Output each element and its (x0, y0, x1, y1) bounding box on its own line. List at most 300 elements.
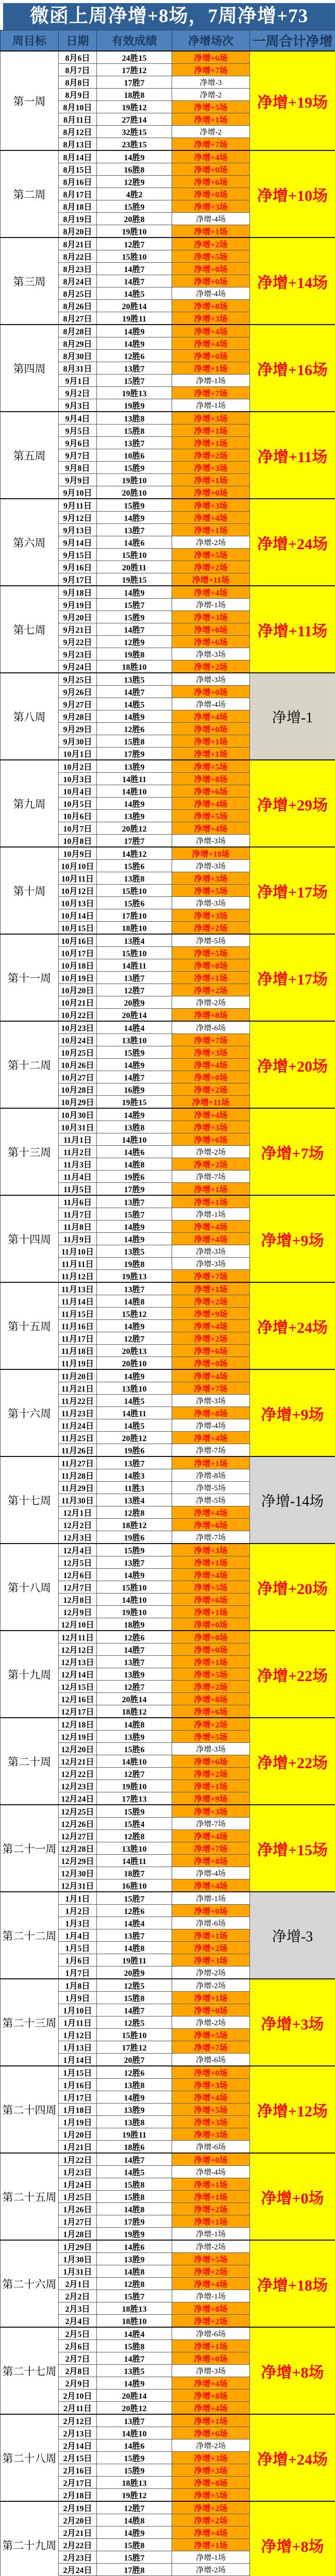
net-change-cell: 净增+6场 (172, 636, 250, 648)
date-cell: 8月30日 (59, 350, 97, 362)
score-cell: 14胜9 (97, 586, 172, 599)
week-total-cell: 净增+24场 (250, 1282, 335, 1369)
net-change-cell: 净增+0场 (172, 275, 250, 287)
date-cell: 9月1日 (59, 375, 97, 387)
week-label: 第十五周 (1, 1282, 59, 1369)
date-cell: 8月9日 (59, 89, 97, 101)
date-cell: 11月15日 (59, 1308, 97, 1320)
score-cell: 18胜8 (97, 89, 172, 101)
week-label: 第二十四周 (1, 2066, 59, 2153)
net-change-cell: 净增-4场 (172, 1867, 250, 1879)
date-cell: 12月17日 (59, 1705, 97, 1718)
score-cell: 15胜9 (97, 1544, 172, 1556)
net-change-cell: 净增+2场 (172, 2265, 250, 2278)
week-label: 第十周 (1, 847, 59, 934)
net-change-cell: 净增+6场 (172, 1345, 250, 1357)
date-cell: 8月11日 (59, 113, 97, 126)
date-cell: 10月8日 (59, 835, 97, 848)
score-cell: 13胜7 (97, 972, 172, 984)
score-cell: 14胜7 (97, 2153, 172, 2166)
score-cell: 12胜6 (97, 2066, 172, 2079)
net-change-cell: 净增+1场 (172, 1556, 250, 1569)
score-cell: 12胜7 (97, 1681, 172, 1693)
date-cell: 9月18日 (59, 586, 97, 599)
date-cell: 9月21日 (59, 623, 97, 636)
net-change-cell: 净增+1场 (172, 1183, 250, 1196)
week-total-cell: 净增+7场 (250, 1108, 335, 1195)
date-cell: 10月2日 (59, 760, 97, 773)
net-change-cell: 净增+5场 (172, 1581, 250, 1594)
net-change-cell: 净增+7场 (172, 387, 250, 399)
date-cell: 11月14日 (59, 1295, 97, 1308)
score-cell: 19胜6 (97, 1531, 172, 1544)
net-change-cell: 净增+7场 (172, 1270, 250, 1283)
net-change-cell: 净增+4场 (172, 2377, 250, 2389)
score-cell: 15胜7 (97, 1208, 172, 1221)
net-change-cell: 净增+5场 (172, 1731, 250, 1743)
net-change-cell: 净增+6场 (172, 1705, 250, 1718)
net-change-cell: 净增-1场 (172, 1892, 250, 1905)
score-cell: 14胜5 (97, 1419, 172, 1432)
score-cell: 14胜9 (97, 2377, 172, 2389)
date-cell: 8月12日 (59, 126, 97, 138)
week-label: 第二十九周 (1, 2501, 59, 2576)
score-cell: 12胜8 (97, 1506, 172, 1519)
score-cell: 15胜8 (97, 2178, 172, 2191)
date-cell: 1月24日 (59, 2178, 97, 2191)
net-change-cell: 净增+1场 (172, 1656, 250, 1668)
date-cell: 12月6日 (59, 1569, 97, 1581)
score-cell: 14胜9 (97, 2091, 172, 2104)
score-cell: 12胜5 (97, 2016, 172, 2029)
week-label: 第九周 (1, 760, 59, 847)
date-cell: 10月17日 (59, 947, 97, 959)
score-cell: 13胜9 (97, 760, 172, 773)
week-label: 第十四周 (1, 1195, 59, 1282)
date-cell: 9月9日 (59, 474, 97, 486)
net-change-cell: 净增-1场 (172, 599, 250, 611)
score-cell: 13胜4 (97, 934, 172, 947)
net-change-cell: 净增+1场 (172, 972, 250, 984)
header-row (1, 30, 335, 52)
score-cell: 14胜10 (97, 1755, 172, 1768)
table-row (1, 1979, 335, 1992)
date-cell: 2月1日 (59, 2278, 97, 2290)
date-cell: 12月4日 (59, 1544, 97, 1556)
net-change-cell: 净增+4场 (172, 1221, 250, 1233)
score-cell: 15胜7 (97, 2551, 172, 2564)
table-row (1, 1195, 335, 1208)
score-cell: 12胜7 (97, 2501, 172, 2514)
net-change-cell: 净增+1场 (172, 1992, 250, 2004)
score-cell: 19胜13 (97, 387, 172, 399)
week-label: 第十三周 (1, 1108, 59, 1195)
net-change-cell: 净增-2场 (172, 536, 250, 549)
net-change-cell: 净增+4场 (172, 586, 250, 599)
net-change-cell: 净增+2场 (172, 1768, 250, 1780)
date-cell: 12月29日 (59, 1855, 97, 1867)
score-cell: 19胜8 (97, 648, 172, 660)
week-label: 第二十周 (1, 1718, 59, 1805)
net-change-cell: 净增+5场 (172, 810, 250, 822)
date-cell: 10月24日 (59, 1034, 97, 1046)
date-cell: 8月13日 (59, 138, 97, 151)
table-row (1, 1456, 335, 1469)
score-cell: 14胜9 (97, 798, 172, 810)
net-change-cell: 净增+8场 (172, 1693, 250, 1705)
score-cell: 19胜6 (97, 1444, 172, 1457)
score-cell: 12胜7 (97, 238, 172, 250)
week-total-cell: 净增+17场 (250, 934, 335, 1021)
score-cell: 13胜9 (97, 1668, 172, 1681)
score-cell: 14胜8 (97, 2203, 172, 2215)
score-cell: 17胜9 (97, 2215, 172, 2228)
net-change-cell: 净增+4场 (172, 325, 250, 337)
date-cell: 8月29日 (59, 337, 97, 350)
score-cell: 13胜8 (97, 2079, 172, 2091)
date-cell: 11月22日 (59, 1395, 97, 1407)
table-row (1, 1021, 335, 1034)
net-change-cell: 净增-6场 (172, 2141, 250, 2154)
score-cell: 14胜5 (97, 1395, 172, 1407)
date-cell: 8月24日 (59, 275, 97, 287)
score-cell: 12胜8 (97, 1830, 172, 1842)
net-change-cell: 净增-3场 (172, 835, 250, 848)
date-cell: 1月9日 (59, 1992, 97, 2004)
score-cell: 14胜9 (97, 150, 172, 163)
score-cell: 14胜9 (97, 1108, 172, 1121)
week-label: 第三周 (1, 238, 59, 325)
score-cell: 14胜8 (97, 1942, 172, 1954)
score-cell: 14胜7 (97, 263, 172, 275)
table-row (1, 1631, 335, 1643)
net-change-cell: 净增+2场 (172, 984, 250, 996)
net-change-cell: 净增+4场 (172, 2402, 250, 2415)
table-row (1, 2501, 335, 2514)
table-row (1, 1544, 335, 1556)
net-change-cell: 净增+7场 (172, 138, 250, 151)
score-cell: 17胜12 (97, 64, 172, 76)
date-cell: 10月7日 (59, 822, 97, 835)
date-cell: 8月6日 (59, 51, 97, 64)
date-cell: 10月9日 (59, 847, 97, 860)
net-change-cell: 净增+4场 (172, 1506, 250, 1519)
date-cell: 11月9日 (59, 1233, 97, 1245)
week-label: 第二十七周 (1, 2327, 59, 2414)
date-cell: 1月26日 (59, 2203, 97, 2215)
net-change-cell: 净增+1场 (172, 2414, 250, 2427)
net-change-cell: 净增+7场 (172, 1382, 250, 1395)
date-cell: 11月6日 (59, 1195, 97, 1208)
column-header-week-target: 周目标 (1, 30, 59, 52)
date-cell: 10月22日 (59, 1009, 97, 1022)
score-cell: 13胜8 (97, 412, 172, 425)
date-cell: 11月18日 (59, 1345, 97, 1357)
net-change-cell: 净增+2场 (172, 1158, 250, 1171)
week-label: 第二周 (1, 150, 59, 238)
date-cell: 10月26日 (59, 1059, 97, 1071)
score-cell: 13胜8 (97, 1121, 172, 1133)
date-cell: 10月27日 (59, 1071, 97, 1083)
score-cell: 18胜10 (97, 660, 172, 673)
net-change-cell: 净增+6场 (172, 1133, 250, 1146)
date-cell: 10月21日 (59, 996, 97, 1009)
net-change-cell: 净增+4场 (172, 1369, 250, 1382)
score-cell: 20胜10 (97, 486, 172, 499)
net-change-cell: 净增+1场 (172, 1456, 250, 1469)
net-change-cell: 净增+9场 (172, 1792, 250, 1805)
date-cell: 2月24日 (59, 2564, 97, 2576)
column-header-weekly-total: 一周合计净增 (250, 30, 335, 52)
net-change-cell: 净增-6场 (172, 1021, 250, 1034)
score-cell: 15胜8 (97, 735, 172, 748)
score-cell: 12胜6 (97, 723, 172, 735)
score-cell: 14胜9 (97, 1221, 172, 1233)
score-cell: 15胜9 (97, 1805, 172, 1818)
date-cell: 12月11日 (59, 1631, 97, 1643)
score-cell: 15胜9 (97, 499, 172, 512)
net-change-cell: 净增-2场 (172, 1979, 250, 1992)
score-cell: 15胜10 (97, 1581, 172, 1594)
score-cell: 14胜9 (97, 337, 172, 350)
date-cell: 11月8日 (59, 1221, 97, 1233)
net-change-cell: 净增+2场 (172, 1295, 250, 1308)
net-change-cell: 净增-2场 (172, 1967, 250, 1979)
date-cell: 11月10日 (59, 1245, 97, 1258)
score-cell: 14胜10 (97, 1594, 172, 1606)
score-cell: 13胜9 (97, 2104, 172, 2116)
date-cell: 8月21日 (59, 238, 97, 250)
score-cell: 18胜13 (97, 2477, 172, 2489)
date-cell: 11月11日 (59, 1258, 97, 1270)
net-change-cell: 净增-5场 (172, 1482, 250, 1494)
net-change-cell: 净增-3场 (172, 1395, 250, 1407)
score-cell: 18胜7 (97, 1867, 172, 1879)
date-cell: 1月7日 (59, 1967, 97, 1979)
date-cell: 2月18日 (59, 2489, 97, 2502)
net-change-cell: 净增+3场 (172, 2128, 250, 2141)
date-cell: 12月9日 (59, 1606, 97, 1618)
net-change-cell: 净增-1场 (172, 1208, 250, 1221)
net-change-cell: 净增+2场 (172, 922, 250, 935)
score-cell: 20胜13 (97, 1345, 172, 1357)
score-cell: 14胜4 (97, 1917, 172, 1929)
net-change-cell: 净增+1场 (172, 2191, 250, 2203)
date-cell: 12月1日 (59, 1506, 97, 1519)
date-cell: 1月21日 (59, 2141, 97, 2154)
date-cell: 11月3日 (59, 1158, 97, 1171)
score-cell: 15胜7 (97, 2290, 172, 2302)
score-cell: 13胜5 (97, 2365, 172, 2377)
date-cell: 8月15日 (59, 163, 97, 176)
date-cell: 1月10日 (59, 2004, 97, 2016)
date-cell: 8月8日 (59, 76, 97, 89)
score-cell: 13胜10 (97, 1034, 172, 1046)
score-cell: 14胜3 (97, 1469, 172, 1482)
date-cell: 2月22日 (59, 2539, 97, 2551)
date-cell: 12月3日 (59, 1531, 97, 1544)
date-cell: 2月14日 (59, 2439, 97, 2452)
date-cell: 10月1日 (59, 748, 97, 760)
net-change-cell: 净增+4场 (172, 1108, 250, 1121)
date-cell: 11月21日 (59, 1382, 97, 1395)
date-cell: 1月2日 (59, 1905, 97, 1917)
date-cell: 10月18日 (59, 959, 97, 972)
date-cell: 8月7日 (59, 64, 97, 76)
score-cell: 13胜7 (97, 2414, 172, 2427)
date-cell: 11月19日 (59, 1357, 97, 1370)
date-cell: 1月15日 (59, 2066, 97, 2079)
date-cell: 1月30日 (59, 2253, 97, 2265)
date-cell: 10月19日 (59, 972, 97, 984)
week-total-cell: 净增+22场 (250, 1631, 335, 1718)
date-cell: 10月12日 (59, 885, 97, 897)
net-change-cell: 净增-3场 (172, 2365, 250, 2377)
score-cell: 14胜8 (97, 1295, 172, 1308)
score-cell: 13胜7 (97, 1282, 172, 1295)
net-change-cell: 净增+2场 (172, 561, 250, 573)
date-cell: 12月25日 (59, 1805, 97, 1818)
table-row (1, 1282, 335, 1295)
net-change-cell: 净增+0场 (172, 350, 250, 362)
date-cell: 2月15日 (59, 2452, 97, 2464)
net-change-cell: 净增+3场 (172, 909, 250, 922)
score-cell: 15胜8 (97, 2539, 172, 2551)
score-cell: 17胜12 (97, 2041, 172, 2054)
net-change-cell: 净增-3场 (172, 897, 250, 909)
date-cell: 12月12日 (59, 1643, 97, 1656)
score-cell: 13胜7 (97, 362, 172, 375)
week-total-cell: 净增+14场 (250, 238, 335, 325)
net-change-cell: 净增+1场 (172, 1606, 250, 1618)
score-cell: 12胜6 (97, 1631, 172, 1643)
date-cell: 10月3日 (59, 773, 97, 785)
net-change-cell: 净增+8场 (172, 2389, 250, 2402)
date-cell: 2月9日 (59, 2377, 97, 2389)
net-change-cell: 净增+4场 (172, 1879, 250, 1892)
date-cell: 12月10日 (59, 1618, 97, 1631)
week-total-cell: 净增+11场 (250, 412, 335, 499)
score-cell: 20胜9 (97, 1967, 172, 1979)
score-cell: 12胜7 (97, 984, 172, 996)
date-cell: 12月2日 (59, 1519, 97, 1531)
net-change-cell: 净增+3场 (172, 1805, 250, 1818)
date-cell: 11月30日 (59, 1494, 97, 1506)
weekly-report-page (0, 3, 335, 2576)
net-change-cell: 净增+0场 (172, 2004, 250, 2016)
net-change-cell: 净增-2场 (172, 2240, 250, 2253)
date-cell: 12月13日 (59, 1656, 97, 1668)
score-cell: 19胜15 (97, 573, 172, 586)
date-cell: 8月22日 (59, 250, 97, 263)
date-cell: 11月1日 (59, 1133, 97, 1146)
table-row (1, 2240, 335, 2253)
net-change-cell: 净增+0场 (172, 2352, 250, 2365)
score-cell: 15胜12 (97, 1308, 172, 1320)
date-cell: 1月17日 (59, 2091, 97, 2104)
net-change-cell: 净增+5场 (172, 549, 250, 561)
date-cell: 9月2日 (59, 387, 97, 399)
date-cell: 8月19日 (59, 213, 97, 225)
net-change-cell: 净增-3场 (172, 673, 250, 686)
net-change-cell: 净增-3场 (172, 648, 250, 660)
score-cell: 14胜11 (97, 1407, 172, 1419)
net-change-cell: 净增+7场 (172, 1034, 250, 1046)
net-change-cell: 净增-3场 (172, 1743, 250, 1755)
score-cell: 19胜10 (97, 225, 172, 238)
net-change-cell: 净增-1场 (172, 399, 250, 412)
net-change-cell: 净增-4场 (172, 2166, 250, 2178)
net-change-cell: 净增-4场 (172, 213, 250, 225)
net-change-cell: 净增+1场 (172, 735, 250, 748)
date-cell: 11月17日 (59, 1332, 97, 1345)
week-total-cell: 净增+29场 (250, 760, 335, 847)
week-total-cell: 净增+3场 (250, 1979, 335, 2066)
date-cell: 10月16日 (59, 934, 97, 947)
net-change-cell: 净增+3场 (172, 611, 250, 623)
score-cell: 15胜9 (97, 611, 172, 623)
date-cell: 9月15日 (59, 549, 97, 561)
score-cell: 18胜12 (97, 1705, 172, 1718)
score-cell: 19胜10 (97, 474, 172, 486)
date-cell: 11月29日 (59, 1482, 97, 1494)
net-change-cell: 净增+1场 (172, 2215, 250, 2228)
score-cell: 19胜11 (97, 1954, 172, 1967)
score-cell: 14胜9 (97, 1569, 172, 1581)
score-cell: 19胜15 (97, 1096, 172, 1109)
net-change-cell: 净增+3场 (172, 1046, 250, 1059)
net-change-cell: 净增+2场 (172, 449, 250, 462)
date-cell: 1月5日 (59, 1942, 97, 1954)
score-cell: 15胜9 (97, 1046, 172, 1059)
score-cell: 20胜12 (97, 2402, 172, 2415)
score-cell: 17胜9 (97, 1183, 172, 1196)
week-total-cell: 净增+9场 (250, 1369, 335, 1456)
score-cell: 14胜4 (97, 1021, 172, 1034)
net-change-cell: 净增-4场 (172, 698, 250, 710)
date-cell: 1月28日 (59, 2228, 97, 2241)
score-cell: 15胜10 (97, 885, 172, 897)
score-cell: 14胜7 (97, 623, 172, 636)
date-cell: 8月23日 (59, 263, 97, 275)
net-change-cell: 净增+5场 (172, 947, 250, 959)
net-change-cell: 净增+2场 (172, 1332, 250, 1345)
score-cell: 15胜10 (97, 2029, 172, 2041)
date-cell: 9月8日 (59, 462, 97, 474)
net-change-cell: 净增+1场 (172, 113, 250, 126)
net-change-cell: 净增+4场 (172, 798, 250, 810)
score-cell: 14胜11 (97, 773, 172, 785)
net-change-cell: 净增+5场 (172, 101, 250, 113)
score-cell: 13胜7 (97, 1929, 172, 1942)
table-row (1, 1805, 335, 1818)
net-change-cell: 净增-1场 (172, 2228, 250, 2241)
net-change-cell: 净增-2场 (172, 1146, 250, 1158)
net-change-cell: 净增+6场 (172, 1755, 250, 1768)
date-cell: 1月19日 (59, 2116, 97, 2128)
week-label: 第二十二周 (1, 1892, 59, 1979)
net-change-cell: 净增+1场 (172, 2539, 250, 2551)
net-change-cell: 净增+4场 (172, 150, 250, 163)
date-cell: 8月31日 (59, 362, 97, 375)
score-cell: 19胜6 (97, 1171, 172, 1183)
score-cell: 20胜10 (97, 1357, 172, 1370)
date-cell: 2月5日 (59, 2327, 97, 2340)
date-cell: 1月29日 (59, 2240, 97, 2253)
net-change-cell: 净增+1场 (172, 524, 250, 536)
week-total-cell: 净增+20场 (250, 1544, 335, 1631)
net-change-cell: 净增+0场 (172, 188, 250, 200)
